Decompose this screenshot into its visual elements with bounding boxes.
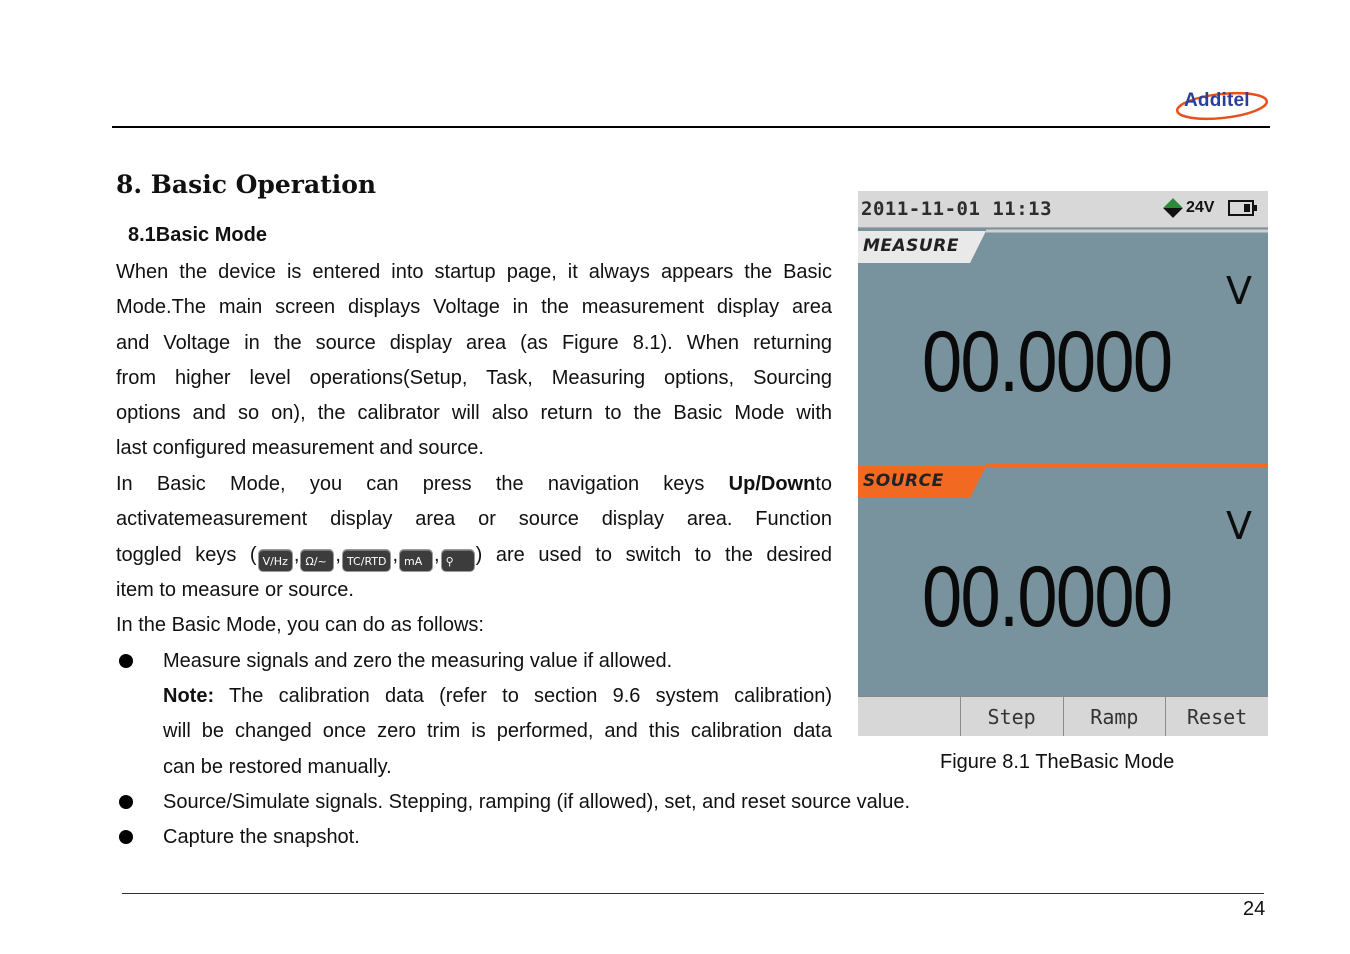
p2-line: activatemeasurement display area or source display area. Function xyxy=(116,508,832,531)
p2-text: ) are used to switch to the desired xyxy=(475,543,832,566)
note-line: can be restored manually. xyxy=(163,755,392,778)
key-separator: , xyxy=(335,543,341,566)
source-unit: V xyxy=(1226,504,1252,548)
ma-key-icon: mA xyxy=(399,549,433,572)
bullet-measure: Measure signals and zero the measuring value if allowed. xyxy=(163,650,673,672)
additel-logo xyxy=(1172,88,1270,124)
bullet-source: Source/Simulate signals. Stepping, ramping (if allowed), set, and reset source value. xyxy=(163,791,911,813)
key-separator: , xyxy=(434,543,440,566)
p2-line-keys xyxy=(116,538,832,573)
measure-label: MEASURE xyxy=(863,236,959,256)
note-paragraph xyxy=(163,679,832,785)
basic-mode-screen-figure xyxy=(858,191,1268,736)
source-reading: 00.0000 xyxy=(922,549,1172,645)
bullet-dot-icon xyxy=(119,795,133,809)
battery-icon xyxy=(1228,200,1254,216)
measure-reading: 00.0000 xyxy=(922,314,1172,410)
p2-line xyxy=(116,467,832,502)
up-down-keys-label: Up/Down xyxy=(728,473,816,495)
page-number: 24 xyxy=(1243,898,1266,920)
softkey-blank[interactable] xyxy=(858,697,960,736)
note-label: Note: xyxy=(163,685,215,707)
p1-line: options and so on), the calibrator will also return to the Basic Mode with xyxy=(116,402,832,425)
bullet-snapshot: Capture the snapshot. xyxy=(163,826,360,848)
subsection-title: 8.1Basic Mode xyxy=(128,224,267,246)
p1-line: When the device is entered into startup page, it always appears the Basic xyxy=(116,261,832,283)
source-label: SOURCE xyxy=(863,471,944,491)
p2-text: to xyxy=(815,473,832,495)
status-bar xyxy=(858,191,1268,228)
bullet-dot-icon xyxy=(119,830,133,844)
p2-text: In Basic Mode, you can press the navigation keys xyxy=(116,473,705,495)
section-title: 8. Basic Operation xyxy=(116,170,377,199)
p2-text: toggled keys ( xyxy=(116,543,257,566)
figure-caption: Figure 8.1 TheBasic Mode xyxy=(940,751,1175,773)
softkey-bar xyxy=(858,696,1268,736)
note-line: will be changed once zero trim is performed, and this calibration data xyxy=(163,720,832,743)
loop-voltage: 24V xyxy=(1186,199,1215,216)
footer-divider xyxy=(122,893,1264,894)
p1-line: and Voltage in the source display area (as Figure 8.1). When returning xyxy=(116,331,832,354)
logo-text: Additel xyxy=(1184,90,1250,111)
note-line xyxy=(163,679,832,714)
paragraph-navigation xyxy=(116,467,832,608)
p1-line: from higher level operations(Setup, Task, Measuring options, Sourcing xyxy=(116,366,832,389)
softkey-reset[interactable]: Reset xyxy=(1165,697,1268,736)
p1-line: Mode.The main screen displays Voltage in the measurement display area xyxy=(116,296,832,319)
softkey-step[interactable]: Step xyxy=(960,697,1063,736)
tc-rtd-key-icon: TC/RTD xyxy=(342,549,392,572)
paragraph-basic-mode-intro xyxy=(116,255,832,467)
p2-line: item to measure or source. xyxy=(116,578,354,601)
p1-line: last configured measurement and source. xyxy=(116,437,484,460)
vhz-key-icon: V/Hz xyxy=(258,549,293,572)
header-divider xyxy=(112,126,1270,128)
key-separator: , xyxy=(293,543,300,566)
paragraph-follows: In the Basic Mode, you can do as follows: xyxy=(116,614,484,636)
loop-power-icon xyxy=(1163,198,1183,218)
switch-key-icon: ⚲ xyxy=(441,549,475,572)
softkey-ramp[interactable]: Ramp xyxy=(1063,697,1166,736)
datetime: 2011-11-01 11:13 xyxy=(861,198,1053,220)
bullet-dot-icon xyxy=(119,654,133,668)
measure-unit: V xyxy=(1226,269,1252,313)
ohm-key-icon: Ω/~ xyxy=(300,549,334,572)
note-text: The calibration data (refer to section 9.6 system calibration) xyxy=(214,685,832,707)
key-separator: , xyxy=(392,543,399,566)
